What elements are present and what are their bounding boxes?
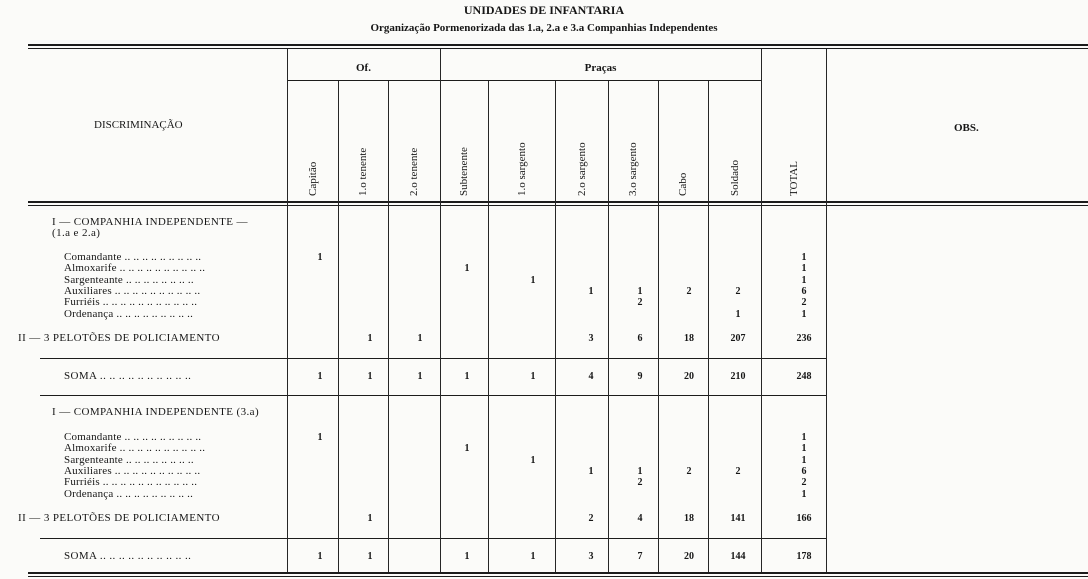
block1-row-value: 1: [464, 263, 470, 275]
block2-soma-value: 144: [730, 551, 746, 562]
header-col-9: [761, 86, 826, 196]
block2-row-value: 6: [801, 465, 807, 477]
block2-row-value: 1: [317, 432, 323, 443]
block1-soma-value: 4: [588, 371, 594, 382]
block2-row-value: 1: [801, 443, 807, 455]
block1-pelotoes-label: II — 3 PELOTÕES DE POLICIAMENTO: [18, 332, 220, 344]
page-title: UNIDADES DE INFANTARIA: [463, 3, 625, 17]
block1-heading-sub: (1.a e 2.a): [52, 227, 101, 239]
block1-row-label: Almoxarife .. .. .. .. .. .. .. .. .. ..: [64, 262, 206, 275]
header-col-1: [338, 86, 388, 196]
block1-row-value: 1: [801, 252, 807, 263]
block2-row-label: Comandante .. .. .. .. .. .. .. .. ..: [64, 431, 202, 443]
block2-soma-value: 1: [530, 551, 536, 562]
block2-row-value: 1: [801, 432, 807, 443]
block2-soma-value: 20: [684, 551, 694, 562]
block2-pelotoes-label: II — 3 PELOTÕES DE POLICIAMENTO: [18, 512, 220, 524]
rule-group-under: [287, 80, 761, 81]
block2-row-value: 1: [588, 465, 594, 477]
block1-pelotoes-value: 236: [796, 333, 812, 344]
block2-pelotoes-value: 4: [637, 513, 643, 524]
block1-soma-value: 248: [796, 371, 812, 382]
block1-soma-value: 9: [637, 371, 643, 382]
header-col-label: 2.o sargento: [575, 142, 588, 196]
block2-row-value: 2: [686, 465, 692, 477]
header-col-label: 1.o sargento: [515, 142, 528, 196]
block2-row-value: 2: [801, 477, 807, 489]
header-col-label: Soldado: [728, 159, 741, 196]
block1-row-label: Ordenança .. .. .. .. .. .. .. .. ..: [64, 307, 194, 320]
rule-header-thick: [28, 201, 1088, 203]
rule-top-thick: [28, 44, 1088, 46]
block2-pelotoes-value: 18: [684, 513, 694, 524]
block1-row-label: Furriéis .. .. .. .. .. .. .. .. .. .. ..: [64, 296, 198, 309]
block1-pelotoes-value: 1: [367, 333, 373, 344]
block1-row-value: 1: [735, 308, 741, 320]
rule-top-thin: [28, 48, 1088, 49]
header-col-label: 1.o tenente: [357, 147, 369, 196]
header-col-2: [388, 86, 440, 196]
header-obs: OBS.: [954, 122, 979, 134]
header-col-6: [608, 86, 658, 196]
header-col-5: [555, 86, 608, 196]
block2-soma-value: 3: [588, 551, 594, 562]
block1-pelotoes-value: 6: [637, 333, 643, 344]
block1-row-value: 6: [801, 285, 807, 297]
block2-row-value: 1: [637, 465, 643, 477]
block1-heading: I — COMPANHIA INDEPENDENTE —: [52, 216, 248, 228]
header-col-4: [488, 86, 555, 196]
block2-row-label: Furriéis .. .. .. .. .. .. .. .. .. .. ..: [64, 476, 198, 489]
header-col-label: 3.o sargento: [627, 142, 639, 196]
block1-soma-value: 1: [464, 371, 470, 382]
block2-soma-label: SOMA .. .. .. .. .. .. .. .. .. ..: [64, 550, 192, 562]
block1-row-value: 1: [530, 274, 536, 286]
rule-bottom-thin: [28, 576, 1088, 577]
block1-row-value: 1: [317, 252, 323, 263]
block2-soma-value: 1: [317, 551, 323, 562]
header-discriminacao: DISCRIMINAÇÃO: [94, 119, 183, 131]
block2-row-value: 1: [530, 454, 536, 466]
block1-row-value: 2: [686, 285, 692, 297]
block2-row-label: Auxiliares .. .. .. .. .. .. .. .. .. ..: [64, 464, 201, 477]
header-col-0: [287, 86, 338, 196]
block2-heading: I — COMPANHIA INDEPENDENTE (3.a): [52, 406, 260, 418]
block1-soma-value: 1: [530, 371, 536, 382]
block2-row-value: 1: [801, 488, 807, 500]
header-col-label: 2.o tenente: [408, 147, 420, 196]
header-col-label: Capitão: [306, 161, 319, 196]
rule-bottom-thick: [28, 572, 1088, 574]
block2-row-value: 1: [801, 454, 807, 466]
block1-row-value: 1: [588, 285, 594, 297]
block1-pelotoes-value: 18: [684, 333, 694, 344]
block1-soma-value: 1: [367, 371, 373, 382]
block2-soma-value: 1: [367, 551, 373, 562]
page-subtitle: Organização Pormenorizada das 1.a, 2.a e 3.a Companhias Independentes: [370, 22, 718, 34]
block1-row-label: Comandante .. .. .. .. .. .. .. .. ..: [64, 251, 202, 263]
block1-row-label: Sargenteante .. .. .. .. .. .. .. ..: [64, 273, 194, 286]
block2-row-value: 2: [735, 465, 741, 477]
block1-soma-value: 1: [317, 371, 323, 382]
block1-row-value: 2: [801, 297, 807, 309]
block2-soma-value: 1: [464, 551, 470, 562]
col-line-obs: [826, 49, 827, 572]
header-group-pracas: Praças: [584, 62, 617, 74]
block2-row-value: 2: [637, 477, 643, 489]
block1-row-label: Auxiliares .. .. .. .. .. .. .. .. .. ..: [64, 284, 201, 297]
block1-soma-value: 1: [417, 371, 423, 382]
block1-pelotoes-value: 3: [588, 333, 594, 344]
block1-soma-label: SOMA .. .. .. .. .. .. .. .. .. ..: [64, 370, 192, 382]
block2-row-label: Ordenança .. .. .. .. .. .. .. .. ..: [64, 487, 194, 500]
block2-row-label: Sargenteante .. .. .. .. .. .. .. ..: [64, 453, 194, 466]
block1-pelotoes-value: 207: [730, 333, 746, 344]
block1-soma-value: 20: [684, 371, 694, 382]
rule-header-thin: [28, 205, 1088, 206]
header-col-label: Cabo: [677, 172, 689, 196]
header-col-label: TOTAL: [787, 161, 800, 196]
header-col-8: [708, 86, 761, 196]
block1-row-value: 1: [637, 285, 643, 297]
block2-pelotoes-value: 2: [588, 513, 594, 524]
header-group-of: Of.: [356, 62, 371, 74]
block1-row-value: 1: [801, 308, 807, 320]
block2-soma-value: 7: [637, 551, 643, 562]
block2-pelotoes-value: 1: [367, 513, 373, 524]
header-col-3: [440, 86, 488, 196]
block1-pelotoes-value: 1: [417, 333, 423, 344]
block1-row-value: 2: [637, 297, 643, 309]
block1-row-value: 2: [735, 285, 741, 297]
header-col-label: Subtenente: [458, 147, 470, 196]
block2-row-value: 1: [464, 443, 470, 455]
block2-soma-value: 178: [796, 551, 812, 562]
block1-row-value: 1: [801, 274, 807, 286]
block2-pelotoes-value: 141: [730, 513, 746, 524]
header-col-7: [658, 86, 708, 196]
block2-pelotoes-value: 166: [796, 513, 812, 524]
block2-row-label: Almoxarife .. .. .. .. .. .. .. .. .. ..: [64, 442, 206, 455]
block1-row-value: 1: [801, 263, 807, 275]
block1-soma-value: 210: [730, 371, 746, 382]
